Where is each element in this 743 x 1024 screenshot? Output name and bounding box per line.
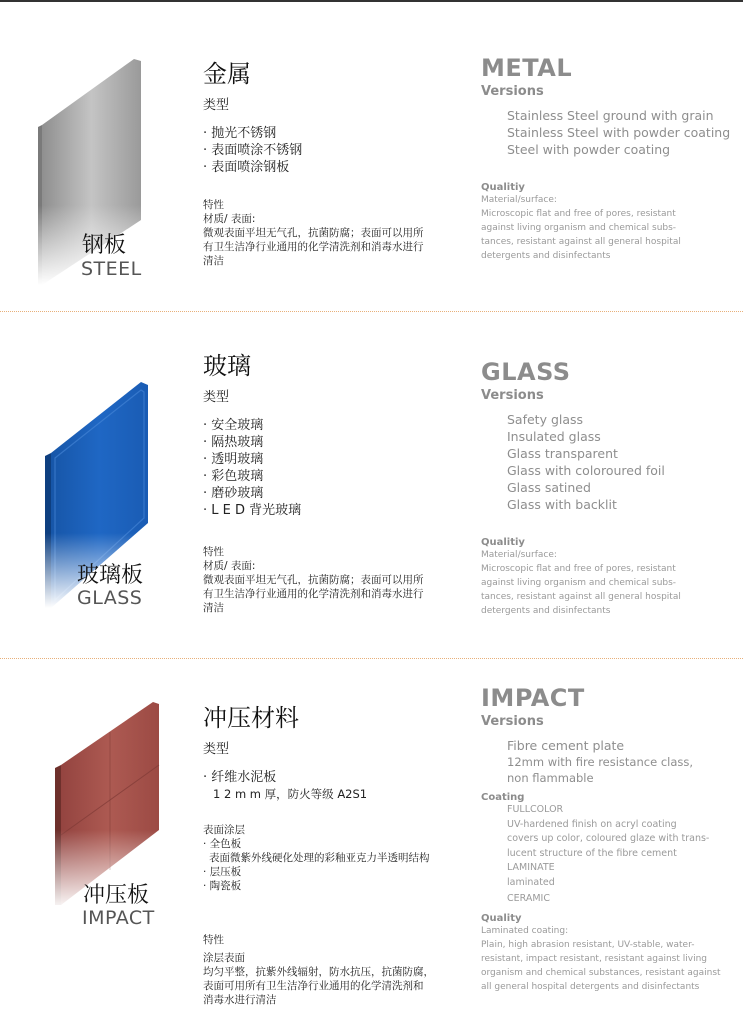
impact-cn-prop-text: 消毒水进行清洁 [203, 994, 277, 1006]
impact-en-coating-text: FULLCOLOR [507, 804, 564, 815]
steel-cn-block [203, 60, 424, 268]
glass-cn-prop-text: 清洁 [203, 602, 224, 614]
impact-panel-cn-label: 冲压板 [83, 883, 150, 908]
steel-en-block [481, 54, 731, 263]
steel-cn-prop-text: 有卫生洁净行业通用的化学清洗剂和消毒水进行 [203, 241, 424, 253]
steel-en-quality-text: against living organism and chemical subs- [481, 223, 677, 233]
list-item: Stainless Steel ground with grain [507, 108, 714, 123]
impact-cn-type: 类型 [203, 742, 230, 757]
section-divider [0, 311, 743, 312]
impact-en-coating-text: CERAMIC [507, 893, 550, 904]
steel-cn-prop-label: 材质/ 表面: [203, 213, 256, 225]
list-item: non flammable [507, 771, 594, 785]
impact-en-coating-text: lucent structure of the fibre cement [507, 847, 677, 859]
glass-en-quality-text: detergents and disinfectants [481, 606, 611, 616]
list-item: Stainless Steel with powder coating [507, 125, 731, 140]
list-item: Glass with backlit [507, 497, 617, 512]
list-item: Insulated glass [507, 429, 601, 444]
glass-en-quality-text: Material/surface: [481, 550, 557, 560]
steel-en-versions: Versions [481, 84, 544, 99]
list-item: Glass satined [507, 480, 591, 495]
list-item: 12mm with fire resistance class, [507, 755, 694, 769]
section-divider [0, 658, 743, 659]
impact-cn-prop-text: 均匀平整，抗紫外线辐射，防水抗压，抗菌防腐， [203, 966, 434, 978]
impact-en-versions: Versions [481, 714, 544, 729]
impact-panel-en-label: IMPACT [82, 907, 155, 929]
list-item: · 抛光不锈钢 [203, 126, 277, 141]
list-item: · 安全玻璃 [203, 418, 264, 433]
steel-en-quality-text: Material/surface: [481, 195, 557, 205]
impact-cn-prop-label: 涂层表面 [203, 952, 245, 964]
steel-cn-prop-text: 清洁 [203, 255, 224, 267]
glass-en-block [481, 358, 731, 618]
list-item: · 磨砂玻璃 [203, 486, 264, 501]
list-item: · 纤维水泥板 [203, 770, 277, 785]
steel-cn-title: 金属 [203, 60, 251, 88]
steel-en-title: METAL [481, 54, 573, 82]
list-item: Fibre cement plate [507, 738, 625, 753]
glass-cn-type: 类型 [203, 390, 230, 405]
impact-en-coating-text: covers up color, coloured glaze with trans- [507, 833, 710, 844]
impact-cn-coating-heading: 表面涂层 [203, 824, 245, 836]
list-item: Glass with coloroured foil [507, 463, 665, 478]
impact-en-quality-text: all general hospital detergents and disinfectants [481, 981, 700, 992]
impact-en-title: IMPACT [481, 684, 585, 712]
glass-en-quality-text: Microscopic flat and free of pores, resistant [481, 564, 676, 574]
glass-cn-prop-heading: 特性 [203, 546, 224, 558]
impact-en-quality-text: Plain, high abrasion resistant, UV-stable, water- [481, 939, 695, 950]
impact-en-quality-text: Laminated coating: [481, 925, 569, 936]
list-item: 1 2 m m 厚，防火等级 A2S1 [213, 787, 368, 801]
steel-en-quality-heading: Qualitiy [481, 182, 525, 193]
impact-cn-coating-item: · 层压板 [203, 866, 242, 878]
glass-en-quality-text: tances, resistant against all general hospital [481, 592, 681, 602]
steel-cn-type: 类型 [203, 98, 230, 113]
glass-cn-list [203, 417, 424, 519]
list-item: · 透明玻璃 [203, 452, 264, 467]
impact-en-quality-text: organism and chemical substances, resistant against [481, 967, 721, 978]
glass-en-title: GLASS [481, 358, 571, 386]
list-item: · 表面喷涂钢板 [203, 160, 290, 175]
glass-en-versions: Versions [481, 388, 544, 403]
steel-cn-prop-heading: 特性 [203, 199, 224, 211]
impact-cn-coating-item: · 陶瓷板 [203, 880, 242, 892]
glass-panel-cn-label: 玻璃板 [77, 563, 144, 588]
top-rule [0, 0, 743, 2]
steel-panel-cn-label: 钢板 [82, 233, 127, 258]
list-item: · 彩色玻璃 [203, 469, 264, 484]
impact-cn-prop-text: 表面可用所有卫生洁净行业通用的化学清洗剂和 [203, 980, 424, 992]
list-item: · L E D 背光玻璃 [203, 503, 302, 518]
glass-cn-prop-text: 有卫生洁净行业通用的化学清洗剂和消毒水进行 [203, 588, 424, 600]
list-item: · 隔热玻璃 [203, 435, 264, 450]
steel-cn-prop-text: 微观表面平坦无气孔，抗菌防腐；表面可以用所 [203, 227, 424, 239]
glass-cn-block [203, 352, 424, 615]
glass-cn-title: 玻璃 [203, 352, 251, 380]
list-item: Glass transparent [507, 446, 618, 461]
impact-en-quality-heading: Quality [481, 912, 522, 924]
impact-cn-block [203, 704, 434, 1007]
steel-cn-list [203, 125, 424, 176]
steel-en-quality-text: Microscopic flat and free of pores, resistant [481, 209, 676, 219]
glass-panel-en-label: GLASS [77, 587, 143, 609]
glass-cn-prop-label: 材质/ 表面: [203, 560, 256, 572]
glass-cn-prop-text: 微观表面平坦无气孔，抗菌防腐；表面可以用所 [203, 574, 424, 586]
impact-cn-title: 冲压材料 [203, 704, 299, 732]
impact-en-block [481, 684, 731, 994]
steel-en-quality-text: tances, resistant against all general hospital [481, 237, 681, 247]
impact-cn-prop-heading: 特性 [203, 934, 224, 946]
impact-en-coating-text: UV-hardened finish on acryl coating [507, 818, 677, 830]
impact-en-coating-text: LAMINATE [507, 862, 555, 873]
impact-cn-coating-item: 表面微紫外线硬化处理的彩釉亚克力半透明结构 [209, 852, 430, 864]
impact-en-quality-text: resistant, impact resistant, resistant against living [481, 953, 707, 964]
steel-en-quality-text: detergents and disinfectants [481, 251, 611, 261]
list-item: · 表面喷涂不锈钢 [203, 143, 303, 158]
impact-en-coating-heading: Coating [481, 792, 525, 803]
list-item: Safety glass [507, 412, 584, 427]
impact-en-coating-text: laminated [507, 876, 555, 888]
list-item: Steel with powder coating [507, 142, 671, 157]
glass-en-quality-heading: Qualitiy [481, 537, 525, 548]
impact-cn-list [203, 769, 434, 803]
glass-en-quality-text: against living organism and chemical subs- [481, 578, 677, 588]
steel-panel-en-label: STEEL [81, 258, 142, 280]
impact-cn-coating-item: · 全色板 [203, 838, 242, 850]
